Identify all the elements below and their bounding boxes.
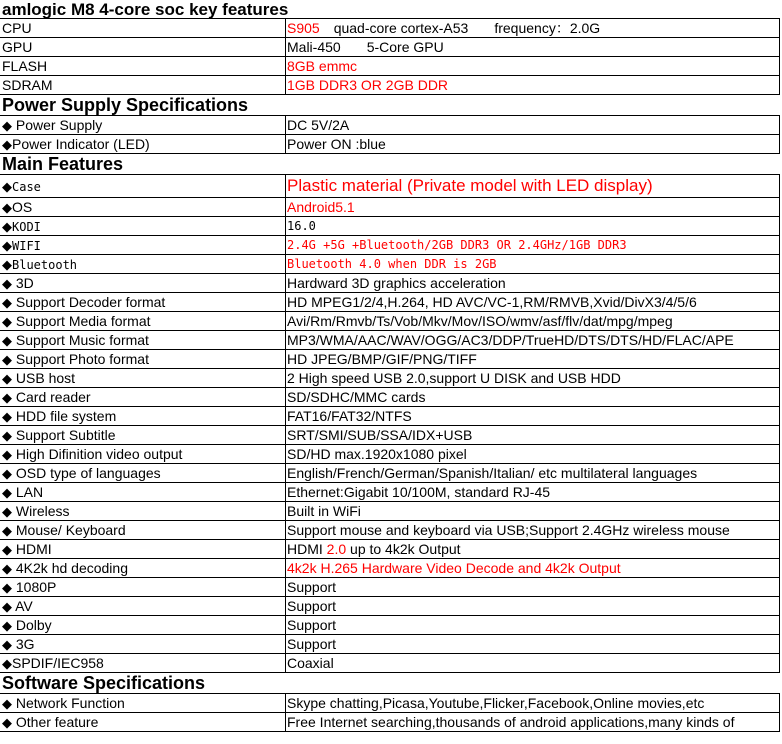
spec-row-bluetooth [0, 255, 780, 274]
spec-label: ◆ Other feature [0, 713, 286, 731]
diamond-bullet-icon: ◆ [2, 715, 12, 730]
spec-row [0, 407, 780, 426]
spec-value: Built in WiFi [286, 502, 780, 520]
spec-label: ◆ Support Music format [0, 331, 286, 349]
spec-label: ◆ Support Photo format [0, 350, 286, 368]
diamond-bullet-icon: ◆ [2, 276, 12, 291]
spec-row [0, 521, 780, 540]
spec-value: 16.0 [286, 217, 780, 235]
diamond-bullet-icon: ◆ [2, 485, 12, 500]
diamond-bullet-icon: ◆ [2, 137, 12, 152]
cpu-model: S905 [287, 20, 320, 36]
spec-row-sdram [0, 76, 780, 95]
diamond-bullet-icon: ◆ [2, 257, 12, 272]
spec-value: Plastic material (Private model with LED display) [286, 175, 780, 197]
spec-value: HDMI 2.0 up to 4k2k Output [286, 540, 780, 558]
gpu-cores: 5-Core GPU [366, 39, 444, 55]
diamond-bullet-icon: ◆ [2, 118, 12, 133]
spec-label: ◆ Support Decoder format [0, 293, 286, 311]
diamond-bullet-icon: ◆ [2, 523, 12, 538]
spec-value: Skype chatting,Picasa,Youtube,Flicker,Facebook,Online movies,etc [286, 694, 780, 712]
spec-row-case [0, 175, 780, 198]
spec-value: Bluetooth 4.0 when DDR is 2GB [286, 255, 780, 273]
spec-label: FLASH [0, 57, 286, 75]
spec-label: ◆KODI [0, 217, 286, 235]
spec-label: ◆Case [0, 175, 286, 197]
spec-row-os [0, 198, 780, 217]
spec-label: ◆Power Indicator (LED) [0, 135, 286, 153]
spec-value: Support [286, 616, 780, 634]
diamond-bullet-icon: ◆ [2, 599, 12, 614]
diamond-bullet-icon: ◆ [2, 219, 12, 234]
spec-row-cpu [0, 19, 780, 38]
spec-value: Android5.1 [286, 198, 780, 216]
diamond-bullet-icon: ◆ [2, 428, 12, 443]
spec-value: Coaxial [286, 654, 780, 672]
spec-label: ◆ Wireless [0, 502, 286, 520]
diamond-bullet-icon: ◆ [2, 542, 12, 557]
spec-row [0, 578, 780, 597]
cpu-frequency: frequency：2.0G [494, 20, 601, 36]
section-title-software: Software Specifications [0, 673, 780, 694]
spec-value: Hardward 3D graphics acceleration [286, 274, 780, 292]
spec-value: MP3/WMA/AAC/WAV/OGG/AC3/DDP/TrueHD/DTS/DTS/HD/FLAC/APE [286, 331, 780, 349]
spec-label: ◆ High Difinition video output [0, 445, 286, 463]
spec-label: ◆ LAN [0, 483, 286, 501]
spec-label: ◆ Network Function [0, 694, 286, 712]
spec-value [286, 38, 780, 56]
spec-label: ◆ Card reader [0, 388, 286, 406]
spec-row [0, 694, 780, 713]
spec-row [0, 369, 780, 388]
spec-row-kodi [0, 217, 780, 236]
diamond-bullet-icon: ◆ [2, 561, 12, 576]
spec-row [0, 388, 780, 407]
spec-row [0, 559, 780, 578]
section-title-power: Power Supply Specifications [0, 95, 780, 116]
spec-row-flash [0, 57, 780, 76]
spec-row [0, 116, 780, 135]
spec-value: SRT/SMI/SUB/SSA/IDX+USB [286, 426, 780, 444]
sheet-title: amlogic M8 4-core soc key features [0, 0, 780, 19]
diamond-bullet-icon: ◆ [2, 580, 12, 595]
spec-row [0, 331, 780, 350]
spec-label: ◆ 3G [0, 635, 286, 653]
spec-value: HD MPEG1/2/4,H.264, HD AVC/VC-1,RM/RMVB,Xvid/DivX3/4/5/6 [286, 293, 780, 311]
spec-label: ◆ AV [0, 597, 286, 615]
gpu-model: Mali-450 [287, 39, 341, 55]
diamond-bullet-icon: ◆ [2, 352, 12, 367]
spec-row [0, 540, 780, 559]
spec-label: ◆ USB host [0, 369, 286, 387]
spec-row [0, 713, 780, 732]
diamond-bullet-icon: ◆ [2, 409, 12, 424]
diamond-bullet-icon: ◆ [2, 333, 12, 348]
spec-label: ◆ Power Supply [0, 116, 286, 134]
spec-label: ◆ 3D [0, 274, 286, 292]
section-title-main: Main Features [0, 154, 780, 175]
spec-label: GPU [0, 38, 286, 56]
spec-row [0, 597, 780, 616]
diamond-bullet-icon: ◆ [2, 447, 12, 462]
spec-row [0, 483, 780, 502]
spec-label: ◆ HDD file system [0, 407, 286, 425]
spec-label: ◆ Support Media format [0, 312, 286, 330]
diamond-bullet-icon: ◆ [2, 390, 12, 405]
spec-label: ◆ 4K2k hd decoding [0, 559, 286, 577]
diamond-bullet-icon: ◆ [2, 618, 12, 633]
spec-value: Avi/Rm/Rmvb/Ts/Vob/Mkv/Mov/ISO/wmv/asf/flv/dat/mpg/mpeg [286, 312, 780, 330]
spec-label: ◆ Support Subtitle [0, 426, 286, 444]
spec-value: Support mouse and keyboard via USB;Support 2.4GHz wireless mouse [286, 521, 780, 539]
diamond-bullet-icon: ◆ [2, 637, 12, 652]
spec-label: ◆ 1080P [0, 578, 286, 596]
diamond-bullet-icon: ◆ [2, 314, 12, 329]
spec-label: ◆ OSD type of languages [0, 464, 286, 482]
spec-label: ◆ Mouse/ Keyboard [0, 521, 286, 539]
spec-row [0, 616, 780, 635]
diamond-bullet-icon: ◆ [2, 200, 12, 215]
diamond-bullet-icon: ◆ [2, 504, 12, 519]
spec-value: 8GB emmc [286, 57, 780, 75]
spec-value: 2.4G +5G +Bluetooth/2GB DDR3 OR 2.4GHz/1GB DDR3 [286, 236, 780, 254]
spec-label: ◆OS [0, 198, 286, 216]
diamond-bullet-icon: ◆ [2, 696, 12, 711]
diamond-bullet-icon: ◆ [2, 466, 12, 481]
spec-row [0, 502, 780, 521]
spec-label: ◆SPDIF/IEC958 [0, 654, 286, 672]
spec-value: Support [286, 578, 780, 596]
spec-row [0, 464, 780, 483]
spec-value: SD/SDHC/MMC cards [286, 388, 780, 406]
spec-row-wifi [0, 236, 780, 255]
diamond-bullet-icon: ◆ [2, 238, 12, 253]
spec-row [0, 654, 780, 673]
spec-row-gpu [0, 38, 780, 57]
spec-value: Power ON :blue [286, 135, 780, 153]
spec-row [0, 635, 780, 654]
spec-row [0, 135, 780, 154]
spec-value: DC 5V/2A [286, 116, 780, 134]
spec-row [0, 312, 780, 331]
cpu-core: quad-core cortex-A53 [333, 20, 469, 36]
spec-label: ◆ Dolby [0, 616, 286, 634]
spec-label: SDRAM [0, 76, 286, 94]
spec-value: 4k2k H.265 Hardware Video Decode and 4k2k Output [286, 559, 780, 577]
spec-row [0, 274, 780, 293]
spec-value: English/French/German/Spanish/Italian/ etc multilateral languages [286, 464, 780, 482]
spec-row [0, 426, 780, 445]
spec-value: 2 High speed USB 2.0,support U DISK and USB HDD [286, 369, 780, 387]
spec-value: Support [286, 597, 780, 615]
spec-value: HD JPEG/BMP/GIF/PNG/TIFF [286, 350, 780, 368]
diamond-bullet-icon: ◆ [2, 179, 12, 194]
spec-value: Free Internet searching,thousands of android applications,many kinds of [286, 713, 780, 731]
spec-value: 1GB DDR3 OR 2GB DDR [286, 76, 780, 94]
spec-label: ◆WIFI [0, 236, 286, 254]
spec-value: FAT16/FAT32/NTFS [286, 407, 780, 425]
spec-row [0, 445, 780, 464]
spec-value: Ethernet:Gigabit 10/100M, standard RJ-45 [286, 483, 780, 501]
spec-label: ◆ HDMI [0, 540, 286, 558]
diamond-bullet-icon: ◆ [2, 371, 12, 386]
spec-label: ◆Bluetooth [0, 255, 286, 273]
spec-value: SD/HD max.1920x1080 pixel [286, 445, 780, 463]
diamond-bullet-icon: ◆ [2, 295, 12, 310]
spec-label: CPU [0, 19, 286, 37]
spec-value: Support [286, 635, 780, 653]
spec-value [286, 19, 780, 37]
spec-row [0, 350, 780, 369]
spec-row [0, 293, 780, 312]
diamond-bullet-icon: ◆ [2, 656, 12, 671]
